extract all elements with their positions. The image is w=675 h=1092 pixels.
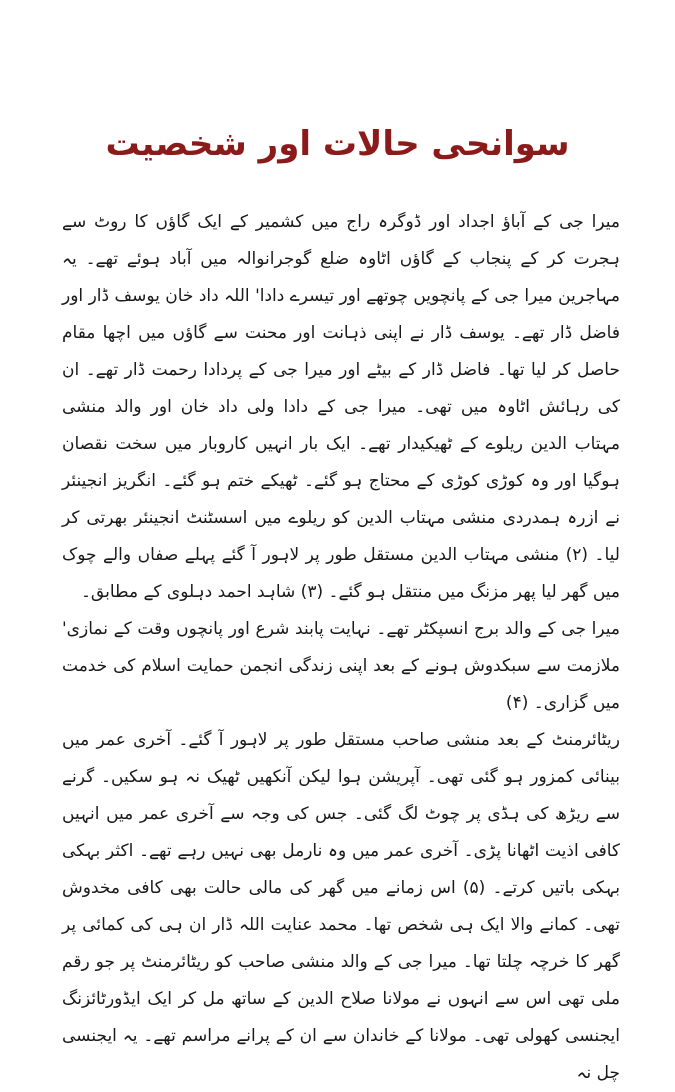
body-text <box>62 204 620 1092</box>
paragraph-3: ریٹائرمنٹ کے بعد منشی صاحب مستقل طور پر لاہور آ گئے۔ آخری عمر میں بینائی کمزور ہو گئی تھی۔ آپریشن ہوا لیکن آنکھیں ٹھیک نہ ہو سکیں۔ گرنے سے ریڑھ کی ہڈی پر چوٹ لگ گئی۔ جس کی وجہ سے آخری عمر میں انہیں کافی اذیت اٹھانا پڑی۔ آخری عمر میں وہ نارمل بھی نہیں رہے تھے۔ اکثر بہکی بہکی باتیں کرتے۔ (۵) اس زمانے میں گھر کی مالی حالت بھی کافی مخدوش تھی۔ کمانے والا ایک ہی شخص تھا۔ محمد عنایت اللہ ڈار ان ہی کی کمائی پر گھر کا خرچہ چلتا تھا۔ میرا جی کے والد منشی صاحب کو ریٹائرمنٹ پر جو رقم ملی تھی اس سے انہوں نے مولانا صلاح الدین کے ساتھ مل کر ایک ایڈورٹائزنگ ایجنسی کھولی تھی۔ مولانا کے خاندان سے ان کے پرانے مراسم تھے۔ یہ ایجنسی چل نہ <box>62 730 620 1083</box>
paragraph-2: میرا جی کے والد برج انسپکٹر تھے۔ نہایت پابند شرع اور پانچوں وقت کے نمازی' ملازمت سے سبکدوش ہونے کے بعد اپنی زندگی انجمن حمایت اسلام کی خدمت میں گزاری۔ (۴) <box>62 619 620 713</box>
page-title: سوانحی حالات اور شخصیت <box>105 124 570 164</box>
paragraph-1: میرا جی کے آباؤ اجداد اور ڈوگرہ راج میں کشمیر کے ایک گاؤں کا روٹ سے ہجرت کر کے پنجاب کے گاؤں اٹاوہ ضلع گوجرانوالہ میں آباد ہوئے تھے۔ یہ مہاجرین میرا جی کے پانچویں چوتھے اور تیسرے دادا' اللہ داد خان یوسف ڈار اور فاضل ڈار تھے۔ یوسف ڈار نے اپنی ذہانت اور محنت سے گاؤں میں اچھا مقام حاصل کر لیا تھا۔ فاضل ڈار کے بیٹے اور میرا جی کے پردادا رحمت ڈار تھے۔ ان کی رہائش اٹاوہ میں تھی۔ میرا جی کے دادا ولی داد خان اور والد منشی مہتاب الدین ریلوے کے ٹھیکیدار تھے۔ ایک بار انہیں کاروبار میں سخت نقصان ہوگیا اور وہ کوڑی کوڑی کے محتاج ہو گئے۔ ٹھیکے ختم ہو گئے۔ انگریز انجینئر نے ازرہ ہمدردی منشی مہتاب الدین کو ریلوے میں اسسٹنٹ انجینئر بھرتی کر لیا۔ (۲) منشی مہتاب الدین مستقل طور پر لاہور آ گئے پہلے صفاں والے چوک میں گھر لیا پھر مزنگ میں منتقل ہو گئے۔ (۳) شاہد احمد دہلوی کے مطابق۔ <box>62 212 620 602</box>
